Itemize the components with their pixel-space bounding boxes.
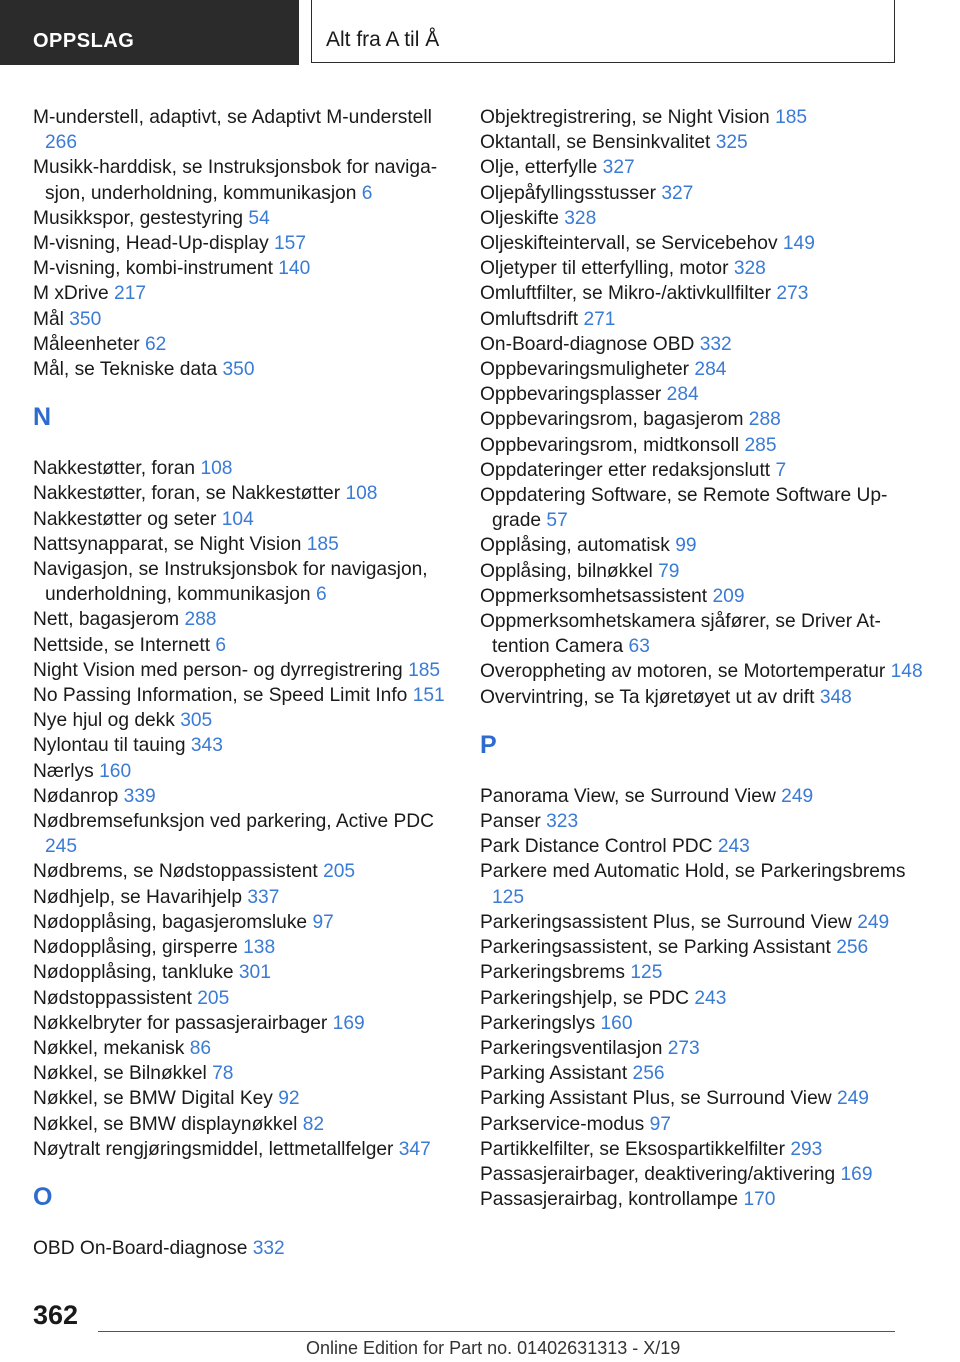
page-reference-link[interactable]: 288: [748, 409, 781, 431]
page-reference-link[interactable]: 325: [715, 132, 748, 154]
page-reference-link[interactable]: 348: [819, 686, 852, 708]
index-entry-text: Overvintring, se Ta kjøretøyet ut av drift: [480, 686, 815, 708]
index-entry: [480, 784, 930, 809]
index-entry-text: Nøytralt rengjøringsmiddel, lettmetallfelger: [33, 1138, 394, 1160]
index-entry: [480, 155, 930, 180]
page-reference-link[interactable]: 271: [583, 308, 616, 330]
index-letter-heading: N: [33, 403, 52, 432]
section-tab: OPPSLAG: [0, 0, 299, 65]
index-entry: [33, 960, 453, 985]
index-entry: [33, 357, 453, 382]
index-entry-text: M-understell, adaptivt, se Adaptivt M-understell: [33, 107, 432, 128]
page-reference-link[interactable]: 78: [212, 1063, 234, 1085]
page-reference-link[interactable]: 125: [492, 886, 525, 908]
index-entry: [480, 1137, 930, 1162]
page-reference-link[interactable]: 149: [782, 233, 815, 255]
index-entry: [33, 1011, 453, 1036]
index-entry: [480, 1036, 930, 1061]
page-reference-link[interactable]: 243: [694, 987, 727, 1009]
page-reference-link[interactable]: 273: [776, 283, 809, 305]
index-entry: [33, 935, 453, 960]
index-entry: [480, 659, 930, 684]
page-reference-link[interactable]: 332: [252, 1237, 285, 1259]
index-entry: [33, 557, 453, 607]
index-entry-text: Oljeskifte: [480, 207, 559, 229]
page-reference-link[interactable]: 62: [145, 333, 167, 355]
index-entry-text: Parkeringshjelp, se PDC: [480, 987, 690, 1009]
page-reference-link[interactable]: 347: [398, 1138, 431, 1160]
index-entry-text: On-Board-diagnose OBD: [480, 333, 695, 355]
index-entry-text: Nødopplåsing, bagasjeromsluke: [33, 911, 308, 933]
index-entry: [480, 584, 930, 609]
index-entry: [33, 986, 453, 1011]
index-entry: [33, 1086, 453, 1111]
index-entry-text: Nødopplåsing, tankluke: [33, 962, 234, 984]
index-letter-heading: P: [480, 730, 497, 759]
page-reference-link[interactable]: 157: [274, 233, 307, 255]
page-reference-link[interactable]: 205: [323, 861, 356, 883]
index-entry: [33, 683, 453, 708]
index-entry-text: Nødstoppassistent: [33, 987, 192, 1009]
index-entry: [480, 935, 930, 960]
index-entry-text: Parkere med Automatic Hold, se Parkeringsbrems: [480, 861, 906, 883]
index-entry-text: Park Distance Control PDC: [480, 836, 713, 858]
index-entry-text: Oppbevaringsplasser: [480, 384, 662, 406]
page-reference-link[interactable]: 337: [247, 886, 280, 908]
page-reference-link[interactable]: 185: [408, 659, 441, 681]
index-entry-text: Omluftfilter, se Mikro-/aktivkullfilter: [480, 283, 772, 305]
index-entry: [33, 1236, 453, 1261]
index-entry-text: Nøkkel, se BMW Digital Key: [33, 1088, 273, 1110]
page-reference-link[interactable]: 6: [315, 584, 327, 606]
index-entry: [33, 759, 453, 784]
index-entry: [480, 809, 930, 834]
page-reference-link[interactable]: 160: [600, 1012, 633, 1034]
page-reference-link[interactable]: 57: [546, 510, 568, 532]
index-entry-text: Objektregistrering, se Night Vision: [480, 107, 770, 128]
index-entry-text: Mål: [33, 308, 64, 330]
index-entry: [33, 1036, 453, 1061]
index-entry: [480, 281, 930, 306]
index-entry-text: Nye hjul og dekk: [33, 710, 175, 732]
index-entry: [480, 910, 930, 935]
index-entry-text: Omluftsdrift: [480, 308, 579, 330]
index-entry: [33, 231, 453, 256]
page-reference-link[interactable]: 108: [345, 483, 378, 505]
index-entry: [33, 281, 453, 306]
index-entry: [480, 986, 930, 1011]
page-reference-link[interactable]: 125: [630, 962, 663, 984]
index-entry-text: Oktantall, se Bensinkvalitet: [480, 132, 711, 154]
index-entry-text: Nødopplåsing, girsperre: [33, 937, 238, 959]
index-entry-text: Nødhjelp, se Havarihjelp: [33, 886, 243, 908]
page-reference-link[interactable]: 97: [649, 1113, 671, 1135]
index-entry-text: Parking Assistant: [480, 1063, 628, 1085]
page-reference-link[interactable]: 249: [857, 911, 890, 933]
index-entry: [33, 633, 453, 658]
page-reference-link[interactable]: 323: [546, 811, 579, 833]
index-entry: [33, 1112, 453, 1137]
index-entry-text: Oljepåfyllingsstusser: [480, 182, 656, 204]
index-entry-text: Oppbevaringsrom, bagasjerom: [480, 409, 744, 431]
index-entry: [33, 809, 453, 859]
index-entry: [480, 105, 930, 130]
index-entry-text: Nødanrop: [33, 785, 119, 807]
index-entry-text: Nøkkel, mekanisk: [33, 1037, 185, 1059]
index-entry-text: M xDrive: [33, 283, 109, 305]
index-entry: [480, 206, 930, 231]
index-entry: [480, 1086, 930, 1111]
index-entry: [33, 155, 453, 205]
index-entry-text: Nettside, se Internett: [33, 634, 211, 656]
page-reference-link[interactable]: 79: [658, 560, 680, 582]
index-entry: [33, 658, 453, 683]
index-entry: [480, 859, 930, 909]
page-reference-link[interactable]: 170: [743, 1189, 776, 1211]
page-reference-link[interactable]: 108: [200, 458, 233, 480]
page-reference-link[interactable]: 217: [114, 283, 147, 305]
index-entry: [33, 1137, 453, 1162]
index-entry: [480, 357, 930, 382]
index-entry: [480, 256, 930, 281]
index-entry-text: Opplåsing, automatisk: [480, 535, 670, 557]
index-entry: [480, 1162, 930, 1187]
page-reference-link[interactable]: 169: [840, 1163, 873, 1185]
index-entry: [480, 834, 930, 859]
page-reference-link[interactable]: 350: [69, 308, 102, 330]
edition-footer: Online Edition for Part no. 01402631313 - X/19: [306, 1338, 681, 1358]
index-entry: [480, 533, 930, 558]
page-reference-link[interactable]: 185: [306, 533, 339, 555]
index-entry-text: Nakkestøtter, foran, se Nakkestøtter: [33, 483, 341, 505]
index-entry-text: Oppmerksomhetskamera sjåfører, se Driver Attention Camera: [480, 611, 881, 658]
index-entry: [480, 1112, 930, 1137]
index-entry: [480, 1061, 930, 1086]
index-entry-text: Nødbremsefunksjon ved parkering, Active PDC: [33, 811, 434, 833]
index-entry-text: Oppdateringer etter redaksjonslutt: [480, 459, 771, 481]
page-reference-link[interactable]: 327: [661, 182, 694, 204]
index-entry: [33, 859, 453, 884]
page-header: [0, 0, 960, 65]
page-reference-link[interactable]: 328: [564, 207, 597, 229]
index-entry-text: Opplåsing, bilnøkkel: [480, 560, 653, 582]
index-entry: [33, 607, 453, 632]
index-entry-text: Parkeringsventilasjon: [480, 1037, 663, 1059]
index-entry-text: Musikkspor, gestestyring: [33, 207, 244, 229]
index-entry: [33, 332, 453, 357]
page-reference-link[interactable]: 92: [278, 1088, 300, 1110]
index-entry-text: Nøkkel, se BMW displaynøkkel: [33, 1113, 298, 1135]
index-letter-heading: O: [33, 1182, 53, 1211]
page-reference-link[interactable]: 151: [412, 685, 445, 707]
index-entry-text: Oppdatering Software, se Remote Software Upgrade: [480, 485, 888, 532]
index-entry-text: Parkeringsassistent Plus, se Surround View: [480, 911, 852, 933]
index-entry-text: Nakkestøtter, foran: [33, 458, 196, 480]
index-entry-text: Oppbevaringsrom, midtkonsoll: [480, 434, 740, 456]
page-reference-link[interactable]: 243: [717, 836, 750, 858]
page-reference-link[interactable]: 209: [712, 585, 745, 607]
page-reference-link[interactable]: 104: [221, 508, 254, 530]
index-entry: [33, 456, 453, 481]
index-entry: [33, 507, 453, 532]
page-reference-link[interactable]: 350: [222, 359, 255, 381]
index-entry-text: Passasjerairbag, kontrollampe: [480, 1189, 739, 1211]
page-reference-link[interactable]: 97: [312, 911, 334, 933]
index-entry: [480, 433, 930, 458]
index-entry-text: Nødbrems, se Nødstoppassistent: [33, 861, 318, 883]
index-entry-text: Nærlys: [33, 760, 94, 782]
index-entry-text: Parkeringsassistent, se Parking Assistant: [480, 937, 831, 959]
index-entry-text: Partikkelfilter, se Eksospartikkelfilter: [480, 1138, 785, 1160]
page-reference-link[interactable]: 293: [790, 1138, 823, 1160]
index-entry-text: Oljeskifteintervall, se Servicebehov: [480, 233, 778, 255]
page-reference-link[interactable]: 266: [45, 132, 78, 154]
index-entry-text: Musikk-harddisk, se Instruksjonsbok for navigasjon, underholdning, kommunikasjon: [33, 157, 438, 204]
index-entry-text: Nett, bagasjerom: [33, 609, 180, 631]
index-entry-text: Oljetyper til etterfylling, motor: [480, 258, 729, 280]
index-entry: [33, 708, 453, 733]
page-reference-link[interactable]: 249: [781, 785, 814, 807]
page-reference-link[interactable]: 339: [123, 785, 156, 807]
index-entry: [33, 1061, 453, 1086]
page-reference-link[interactable]: 284: [666, 384, 699, 406]
page-reference-link[interactable]: 54: [248, 207, 270, 229]
index-entry-text: Parkeringslys: [480, 1012, 596, 1034]
page-reference-link[interactable]: 305: [180, 710, 213, 732]
header-title: Alt fra A til Å: [311, 0, 895, 63]
index-entry: [33, 481, 453, 506]
index-entry-text: Nøkkelbryter for passasjerairbager: [33, 1012, 328, 1034]
page-reference-link[interactable]: 6: [361, 182, 373, 204]
index-entry: [33, 733, 453, 758]
index-entry: [480, 559, 930, 584]
index-entry: [480, 181, 930, 206]
index-entry-text: No Passing Information, se Speed Limit Info: [33, 685, 408, 707]
index-entry: [480, 458, 930, 483]
index-entry: [480, 483, 930, 533]
index-entry-text: Parkeringsbrems: [480, 962, 626, 984]
index-entry: [480, 307, 930, 332]
index-entry-text: Parkservice-modus: [480, 1113, 645, 1135]
page-reference-link[interactable]: 99: [675, 535, 697, 557]
page-reference-link[interactable]: 284: [694, 359, 727, 381]
index-entry: [33, 885, 453, 910]
page-reference-link[interactable]: 327: [602, 157, 635, 179]
page-reference-link[interactable]: 256: [632, 1063, 665, 1085]
index-entry: [480, 960, 930, 985]
index-entry: [480, 1187, 930, 1212]
page-reference-link[interactable]: 249: [836, 1088, 869, 1110]
index-entry-text: OBD On-Board-diagnose: [33, 1237, 248, 1259]
page-reference-link[interactable]: 185: [775, 107, 808, 128]
index-column-left: [33, 105, 453, 1261]
index-entry-text: Nøkkel, se Bilnøkkel: [33, 1063, 207, 1085]
index-entry-text: Oppbevaringsmuligheter: [480, 359, 690, 381]
index-entry: [33, 105, 453, 155]
index-entry-text: Panorama View, se Surround View: [480, 785, 776, 807]
index-entry-text: Passasjerairbager, deaktivering/aktivering: [480, 1163, 836, 1185]
page-reference-link[interactable]: 82: [302, 1113, 325, 1135]
page-reference-link[interactable]: 205: [197, 987, 230, 1009]
page-reference-link[interactable]: 6: [215, 634, 227, 656]
page-reference-link[interactable]: 301: [238, 962, 271, 984]
index-entry-text: Navigasjon, se Instruksjonsbok for navigasjon, underholdning, kommunikasjon: [33, 559, 428, 606]
index-entry: [33, 784, 453, 809]
page-reference-link[interactable]: 160: [99, 760, 132, 782]
page-reference-link[interactable]: 245: [45, 836, 78, 858]
index-entry-text: Måleenheter: [33, 333, 140, 355]
index-entry: [480, 1011, 930, 1036]
index-entry: [480, 685, 930, 710]
page-reference-link[interactable]: 273: [667, 1037, 700, 1059]
page-reference-link[interactable]: 328: [733, 258, 766, 280]
index-entry: [480, 382, 930, 407]
index-entry: [480, 130, 930, 155]
index-entry-text: Nylontau til tauing: [33, 735, 186, 757]
page-number: 362: [33, 1300, 79, 1330]
page-reference-link[interactable]: 288: [184, 609, 217, 631]
page-reference-link[interactable]: 332: [699, 333, 732, 355]
index-entry-text: Panser: [480, 811, 541, 833]
index-entry: [480, 231, 930, 256]
page-reference-link[interactable]: 343: [190, 735, 223, 757]
index-entry: [33, 256, 453, 281]
index-entry: [33, 910, 453, 935]
index-entry-text: Overoppheting av motoren, se Motortemperatur: [480, 661, 886, 683]
page-reference-link[interactable]: 256: [836, 937, 869, 959]
index-entry-text: M-visning, Head-Up-display: [33, 233, 269, 255]
index-entry: [33, 532, 453, 557]
index-entry: [480, 407, 930, 432]
index-entry: [480, 332, 930, 357]
index-entry-text: Mål, se Tekniske data: [33, 359, 218, 381]
page-reference-link[interactable]: 86: [189, 1037, 212, 1059]
page-reference-link[interactable]: 63: [628, 636, 650, 658]
index-entry-text: Nattsynapparat, se Night Vision: [33, 533, 302, 555]
index-entry: [33, 307, 453, 332]
page-reference-link[interactable]: 148: [890, 661, 923, 683]
index-entry-text: Oppmerksomhetsassistent: [480, 585, 708, 607]
page-reference-link[interactable]: 169: [332, 1012, 365, 1034]
index-entry: [33, 206, 453, 231]
page-reference-link[interactable]: 140: [278, 258, 311, 280]
index-column-right: [480, 105, 930, 1212]
page-reference-link[interactable]: 7: [775, 459, 787, 481]
index-entry-text: Parking Assistant Plus, se Surround View: [480, 1088, 832, 1110]
index-entry: [480, 609, 930, 659]
footer-divider: [98, 1331, 895, 1332]
page-reference-link[interactable]: 138: [243, 937, 276, 959]
index-entry-text: Night Vision med person- og dyrregistrering: [33, 659, 403, 681]
index-entry-text: Nakkestøtter og seter: [33, 508, 217, 530]
page-reference-link[interactable]: 285: [744, 434, 777, 456]
index-entry-text: Olje, etterfylle: [480, 157, 598, 179]
index-entry-text: M-visning, kombi-instrument: [33, 258, 273, 280]
